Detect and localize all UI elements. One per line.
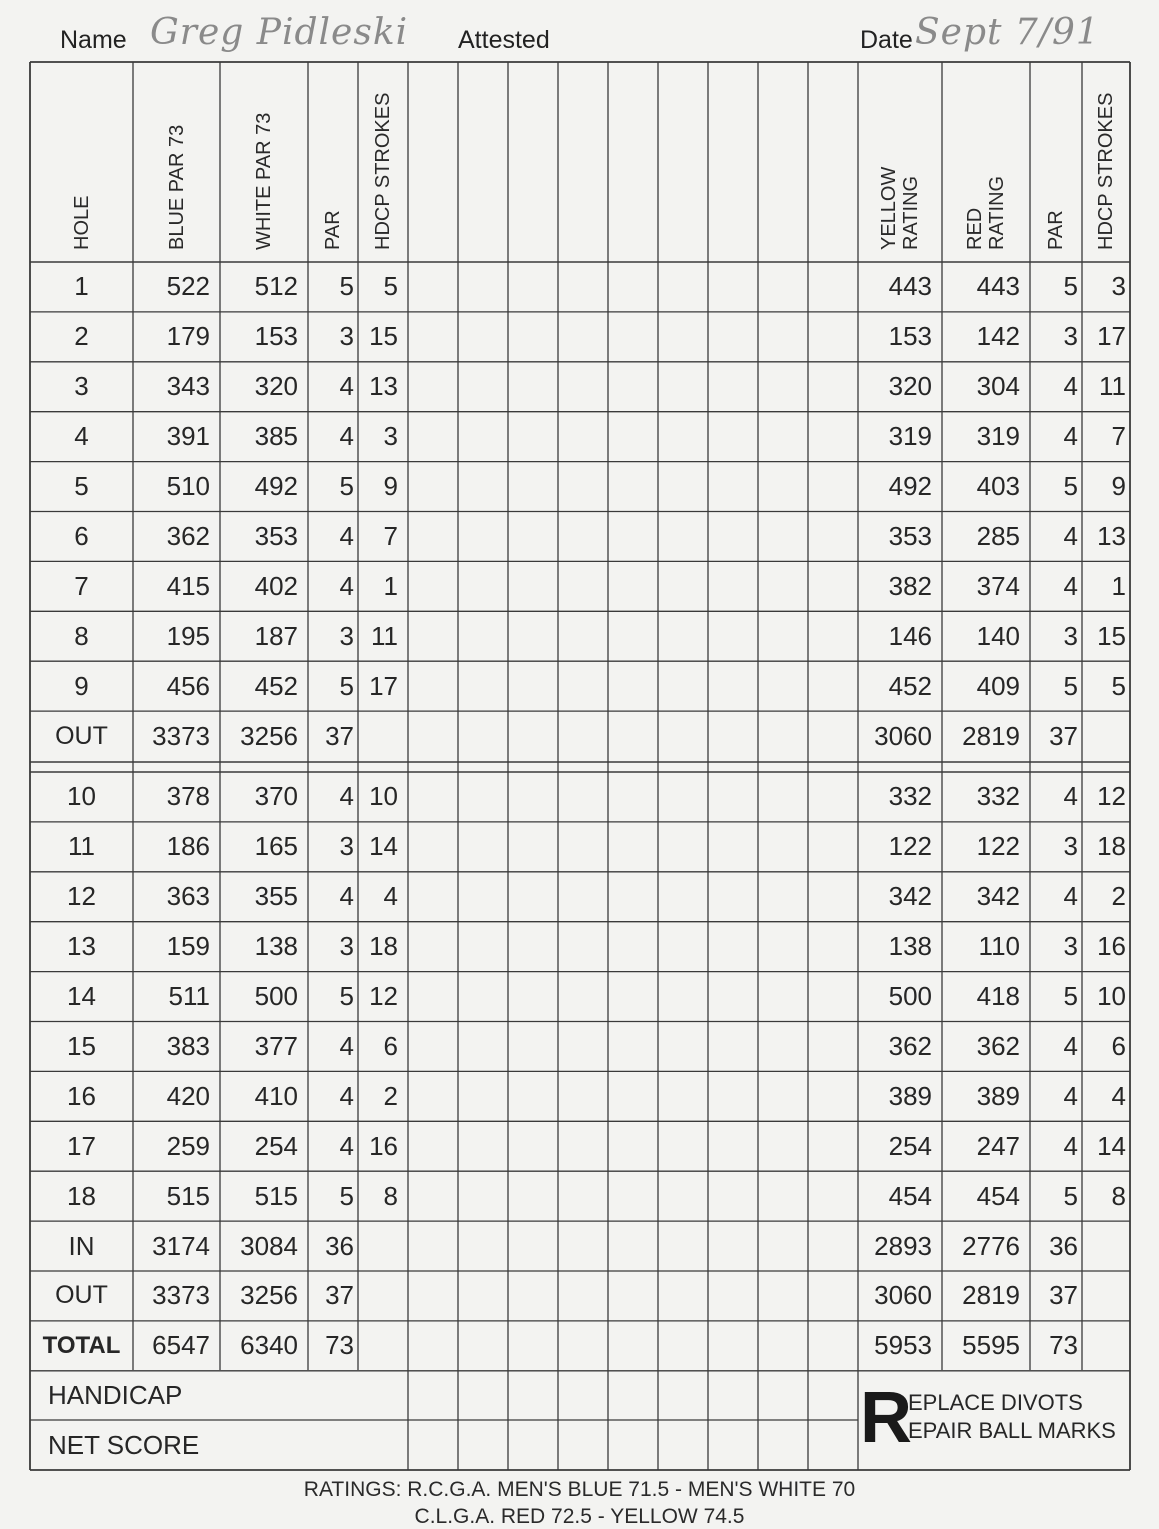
cell-yellow: 3060: [874, 1280, 932, 1311]
cell-yellow: 362: [888, 1030, 932, 1061]
cell-red: 418: [976, 981, 1020, 1012]
cell-hdcp: 2: [383, 1080, 398, 1111]
cell-blue: 259: [166, 1130, 210, 1161]
cell-hole: 10: [67, 781, 96, 812]
cell-par2: 3: [1063, 321, 1078, 352]
cell-hole: 4: [74, 421, 89, 452]
cell-white: 3084: [240, 1230, 298, 1261]
cell-par2: 3: [1063, 620, 1078, 651]
cell-red: 389: [976, 1080, 1020, 1111]
cell-white: 6340: [240, 1330, 298, 1361]
cell-hdcp2: 1: [1111, 570, 1126, 601]
cell-hole: 11: [68, 831, 95, 862]
cell-par: 3: [339, 931, 354, 962]
column-header-left-0: HOLE: [70, 195, 93, 250]
cell-hole: 18: [67, 1180, 96, 1211]
cell-par: 3: [339, 620, 354, 651]
cell-hole: 8: [74, 620, 89, 651]
column-header-word: RATING: [986, 175, 1008, 250]
cell-hdcp: [358, 1221, 408, 1271]
cell-white: 410: [254, 1080, 298, 1111]
cell-yellow: 332: [888, 781, 932, 812]
cell-hdcp2: 15: [1097, 620, 1126, 651]
cell-par: 5: [339, 1180, 354, 1211]
cell-white: 377: [254, 1030, 298, 1061]
cell-par2: 5: [1063, 670, 1078, 701]
column-header-right-1: [964, 176, 1008, 250]
cell-blue: 415: [166, 570, 210, 601]
cell-white: 138: [254, 931, 298, 962]
cell-par2: 73: [1049, 1330, 1078, 1361]
cell-hdcp2: [1082, 711, 1130, 761]
cell-white: 355: [254, 881, 298, 912]
cell-par: 4: [339, 371, 354, 402]
cell-red: 362: [976, 1030, 1020, 1061]
cell-hole: 7: [74, 570, 89, 601]
cell-hdcp: [358, 1271, 408, 1321]
cell-blue: 522: [166, 271, 210, 302]
cell-par2: 36: [1049, 1230, 1078, 1261]
cell-hole: 6: [74, 520, 89, 551]
cell-red: 5595: [962, 1330, 1020, 1361]
cell-par: 5: [339, 471, 354, 502]
cell-hole: 17: [67, 1130, 96, 1161]
column-header-left-2: WHITE PAR 73: [253, 112, 275, 250]
cell-hdcp2: 10: [1097, 981, 1126, 1012]
cell-hdcp2: 12: [1097, 781, 1126, 812]
cell-red: 285: [976, 520, 1020, 551]
cell-red: 247: [976, 1130, 1020, 1161]
cell-blue: 511: [168, 981, 210, 1012]
ratings-footer-line-1: RATINGS: R.C.G.A. MEN'S BLUE 71.5 - MEN'S WHITE 70: [303, 1478, 856, 1501]
cell-red: 332: [976, 781, 1020, 812]
cell-white: 254: [254, 1130, 298, 1161]
cell-par2: 5: [1063, 271, 1078, 302]
cell-par: 36: [325, 1230, 354, 1261]
cell-par2: 5: [1063, 471, 1078, 502]
cell-yellow: 254: [888, 1130, 932, 1161]
cell-hdcp: 4: [383, 881, 398, 912]
cell-yellow: 2893: [874, 1230, 932, 1261]
cell-par2: 4: [1063, 1030, 1078, 1061]
cell-hole: 12: [67, 881, 96, 912]
cell-hdcp2: 17: [1097, 321, 1126, 352]
cell-hole: 16: [67, 1080, 96, 1111]
cell-par2: 3: [1063, 931, 1078, 962]
date-handwriting: Sept 7/91: [915, 12, 1100, 53]
cell-par: 4: [339, 1030, 354, 1061]
column-header-word: RATING: [900, 175, 922, 250]
notice-big-letter: R: [860, 1378, 912, 1458]
cell-hdcp: 1: [383, 570, 398, 601]
cell-yellow: 342: [888, 881, 932, 912]
column-header-left-3: PAR: [322, 210, 344, 250]
cell-hdcp2: 14: [1097, 1130, 1126, 1161]
cell-par2: 5: [1063, 1180, 1078, 1211]
handicap-label: HANDICAP: [48, 1380, 183, 1410]
cell-red: 342: [976, 881, 1020, 912]
column-header-left-1: BLUE PAR 73: [165, 124, 188, 250]
cell-par: 5: [339, 981, 354, 1012]
cell-hdcp2: 8: [1111, 1180, 1126, 1211]
cell-white: 370: [254, 781, 298, 812]
cell-par: 4: [339, 520, 354, 551]
cell-par2: 4: [1063, 421, 1078, 452]
cell-white: 385: [254, 421, 298, 452]
column-header-right-2: PAR: [1045, 210, 1067, 250]
cell-par: 4: [339, 570, 354, 601]
cell-white: 500: [254, 981, 298, 1012]
cell-red: 443: [976, 271, 1020, 302]
cell-red: 304: [976, 371, 1020, 402]
cell-yellow: 443: [888, 271, 932, 302]
name-handwriting: Greg Pidleski: [150, 12, 409, 53]
cell-red: 142: [976, 321, 1020, 352]
cell-hole: OUT: [55, 721, 108, 750]
cell-par: 4: [339, 1080, 354, 1111]
cell-hdcp: 17: [369, 670, 398, 701]
cell-hdcp: 14: [369, 831, 398, 862]
cell-blue: 383: [166, 1030, 210, 1061]
cell-red: 454: [976, 1180, 1020, 1211]
cell-blue: 159: [166, 931, 210, 962]
cell-par: 73: [325, 1330, 354, 1361]
cell-par: 3: [339, 321, 354, 352]
date-label: Date: [860, 26, 913, 54]
notice-line-2: EPAIR BALL MARKS: [908, 1418, 1116, 1443]
cell-blue: 3174: [152, 1230, 210, 1261]
cell-blue: 515: [166, 1180, 210, 1211]
cell-par2: 5: [1063, 981, 1078, 1012]
cell-white: 187: [254, 620, 298, 651]
column-header-right-0: [878, 167, 922, 250]
cell-par2: 4: [1063, 371, 1078, 402]
cell-hdcp: 12: [369, 981, 398, 1012]
cell-par: 4: [339, 881, 354, 912]
cell-hdcp2: 9: [1111, 471, 1126, 502]
cell-par2: 4: [1063, 570, 1078, 601]
cell-hole: 15: [67, 1030, 96, 1061]
cell-par: 4: [339, 1130, 354, 1161]
cell-yellow: 500: [888, 981, 932, 1012]
cell-yellow: 3060: [874, 720, 932, 751]
cell-red: 122: [976, 831, 1020, 862]
cell-hdcp2: 16: [1097, 931, 1126, 962]
cell-yellow: 146: [888, 620, 932, 651]
column-header-left-4: HDCP STROKES: [372, 92, 394, 250]
cell-blue: 420: [166, 1080, 210, 1111]
cell-hdcp: 3: [383, 421, 398, 452]
cell-yellow: 122: [888, 831, 932, 862]
cell-yellow: 454: [888, 1180, 932, 1211]
cell-hdcp2: [1082, 1271, 1130, 1321]
cell-white: 353: [254, 520, 298, 551]
cell-white: 402: [254, 570, 298, 601]
cell-yellow: 353: [888, 520, 932, 551]
cell-hdcp: 16: [369, 1130, 398, 1161]
cell-hdcp2: [1082, 1221, 1130, 1271]
cell-yellow: 389: [888, 1080, 932, 1111]
cell-hdcp: 15: [369, 321, 398, 352]
cell-hole: 9: [74, 670, 89, 701]
cell-blue: 378: [166, 781, 210, 812]
cell-red: 374: [976, 570, 1020, 601]
cell-red: 110: [978, 931, 1020, 962]
cell-hdcp: 13: [369, 371, 398, 402]
cell-par2: 3: [1063, 831, 1078, 862]
cell-hdcp2: 4: [1111, 1080, 1126, 1111]
cell-par: 5: [339, 271, 354, 302]
cell-white: 512: [254, 271, 298, 302]
cell-hole: 13: [67, 931, 96, 962]
cell-hdcp2: [1082, 1321, 1130, 1371]
cell-hdcp2: 13: [1097, 520, 1126, 551]
cell-hole: 2: [74, 321, 89, 352]
cell-hdcp2: 2: [1111, 881, 1126, 912]
cell-hdcp: 5: [383, 271, 398, 302]
cell-hdcp: 7: [383, 520, 398, 551]
cell-par2: 4: [1063, 781, 1078, 812]
cell-red: 409: [976, 670, 1020, 701]
cell-hdcp: 8: [383, 1180, 398, 1211]
cell-red: 2776: [962, 1230, 1020, 1261]
cell-blue: 391: [166, 421, 210, 452]
cell-hdcp2: 6: [1111, 1030, 1126, 1061]
cell-hole: 1: [74, 271, 89, 302]
cell-white: 492: [254, 471, 298, 502]
cell-par2: 37: [1049, 720, 1078, 751]
cell-red: 2819: [962, 1280, 1020, 1311]
cell-par: 37: [325, 1280, 354, 1311]
cell-white: 165: [254, 831, 298, 862]
cell-blue: 186: [166, 831, 210, 862]
cell-white: 515: [254, 1180, 298, 1211]
cell-red: 2819: [962, 720, 1020, 751]
cell-hdcp2: 5: [1111, 670, 1126, 701]
cell-blue: 3373: [152, 720, 210, 751]
net-score-label: NET SCORE: [48, 1430, 200, 1460]
cell-par: 4: [339, 421, 354, 452]
cell-yellow: 5953: [874, 1330, 932, 1361]
name-label: Name: [60, 26, 127, 54]
cell-hole: IN: [68, 1230, 95, 1261]
column-header-word: RED: [964, 207, 986, 250]
column-header-right-3: HDCP STROKES: [1095, 92, 1117, 250]
cell-hdcp: 10: [369, 781, 398, 812]
cell-hdcp2: 3: [1111, 271, 1126, 302]
cell-hdcp2: 7: [1111, 421, 1126, 452]
cell-hdcp: [358, 1321, 408, 1371]
cell-par2: 37: [1049, 1280, 1078, 1311]
cell-par2: 4: [1063, 881, 1078, 912]
cell-blue: 3373: [152, 1280, 210, 1311]
cell-par2: 4: [1063, 1130, 1078, 1161]
cell-hole: 5: [74, 471, 89, 502]
attested-label: Attested: [458, 26, 550, 54]
cell-par: 4: [339, 781, 354, 812]
cell-white: 452: [254, 670, 298, 701]
cell-par: 5: [339, 670, 354, 701]
cell-par2: 4: [1063, 1080, 1078, 1111]
cell-white: 3256: [240, 720, 298, 751]
cell-blue: 343: [166, 371, 210, 402]
cell-hdcp: 6: [383, 1030, 398, 1061]
cell-yellow: 492: [888, 471, 932, 502]
cell-blue: 179: [166, 321, 210, 352]
cell-blue: 510: [166, 471, 210, 502]
cell-par2: 4: [1063, 520, 1078, 551]
cell-hole: 14: [67, 981, 96, 1012]
cell-par: 37: [325, 720, 354, 751]
cell-hole: TOTAL: [42, 1331, 121, 1359]
cell-yellow: 319: [888, 421, 932, 452]
cell-blue: 195: [166, 620, 210, 651]
cell-yellow: 320: [888, 371, 932, 402]
notice-line-1: EPLACE DIVOTS: [908, 1390, 1083, 1415]
cell-yellow: 452: [888, 670, 932, 701]
cell-red: 140: [976, 620, 1020, 651]
cell-hdcp2: 11: [1099, 371, 1126, 402]
cell-red: 319: [976, 421, 1020, 452]
cell-yellow: 153: [888, 321, 932, 352]
ratings-footer-line-2: C.L.G.A. RED 72.5 - YELLOW 74.5: [414, 1505, 745, 1528]
cell-hdcp2: 18: [1097, 831, 1126, 862]
cell-hdcp: [358, 711, 408, 761]
cell-blue: 363: [166, 881, 210, 912]
cell-hole: 3: [74, 371, 89, 402]
cell-yellow: 138: [888, 931, 932, 962]
cell-yellow: 382: [888, 570, 932, 601]
cell-red: 403: [976, 471, 1020, 502]
column-header-word: YELLOW: [878, 166, 900, 250]
cell-blue: 456: [166, 670, 210, 701]
cell-hole: OUT: [55, 1281, 108, 1310]
cell-blue: 6547: [152, 1330, 210, 1361]
cell-blue: 362: [166, 520, 210, 551]
cell-hdcp: 11: [371, 620, 398, 651]
cell-par: 3: [339, 831, 354, 862]
cell-white: 3256: [240, 1280, 298, 1311]
cell-white: 153: [254, 321, 298, 352]
cell-hdcp: 18: [369, 931, 398, 962]
cell-hdcp: 9: [383, 471, 398, 502]
cell-white: 320: [254, 371, 298, 402]
